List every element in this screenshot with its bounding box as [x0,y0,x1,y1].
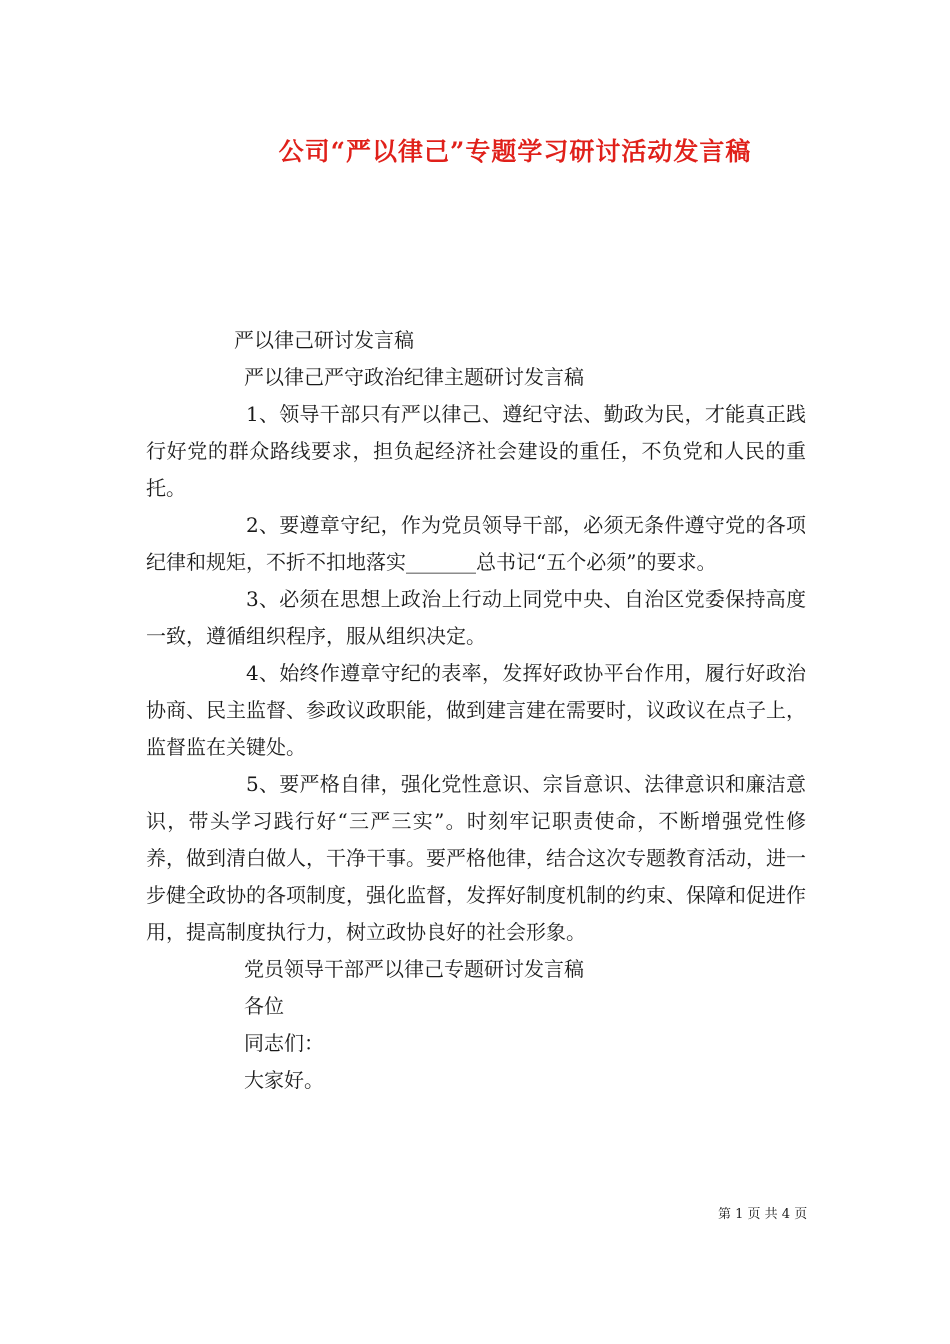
paragraph-4: 4、始终作遵章守纪的表率，发挥好政协平台作用，履行好政治协商、民主监督、参政议政职能，做到建言建在需要时，议政议在点子上，监督监在关键处。 [146,661,806,759]
subheading-3: 党员领导干部严以律己专题研讨发言稿 [244,957,584,981]
paragraph-1: 1、领导干部只有严以律己、遵纪守法、勤政为民，才能真正践行好党的群众路线要求，担负起经济社会建设的重任，不负党和人民的重托。 [146,402,806,500]
greeting-line-3: 大家好。 [244,1068,324,1092]
document-body [146,322,806,1099]
paragraph-3: 3、必须在思想上政治上行动上同党中央、自治区党委保持高度一致，遵循组织程序，服从组织决定。 [146,587,806,648]
greeting-line-1: 各位 [244,994,284,1018]
subheading-1: 严以律己研讨发言稿 [234,328,414,352]
subheading-2: 严以律己严守政治纪律主题研讨发言稿 [244,365,584,389]
paragraph-2: 2、要遵章守纪，作为党员领导干部，必须无条件遵守党的各项纪律和规矩，不折不扣地落实_______总书记“五个必须”的要求。 [146,513,806,574]
paragraph-5: 5、要严格自律，强化党性意识、宗旨意识、法律意识和廉洁意识，带头学习践行好“三严三实”。时刻牢记职责使命，不断增强党性修养，做到清白做人，干净干事。要严格他律，结合这次专题教育活动，进一步健全政协的各项制度，强化监督，发挥好制度机制的约束、保障和促进作用，提高制度执行力，树立政协良好的社会形象。 [146,772,806,944]
page-title: 公司“严以律己”专题学习研讨活动发言稿 [278,137,752,166]
page-number: 第 1 页 共 4 页 [718,1207,808,1222]
greeting-line-2: 同志们： [244,1031,324,1055]
